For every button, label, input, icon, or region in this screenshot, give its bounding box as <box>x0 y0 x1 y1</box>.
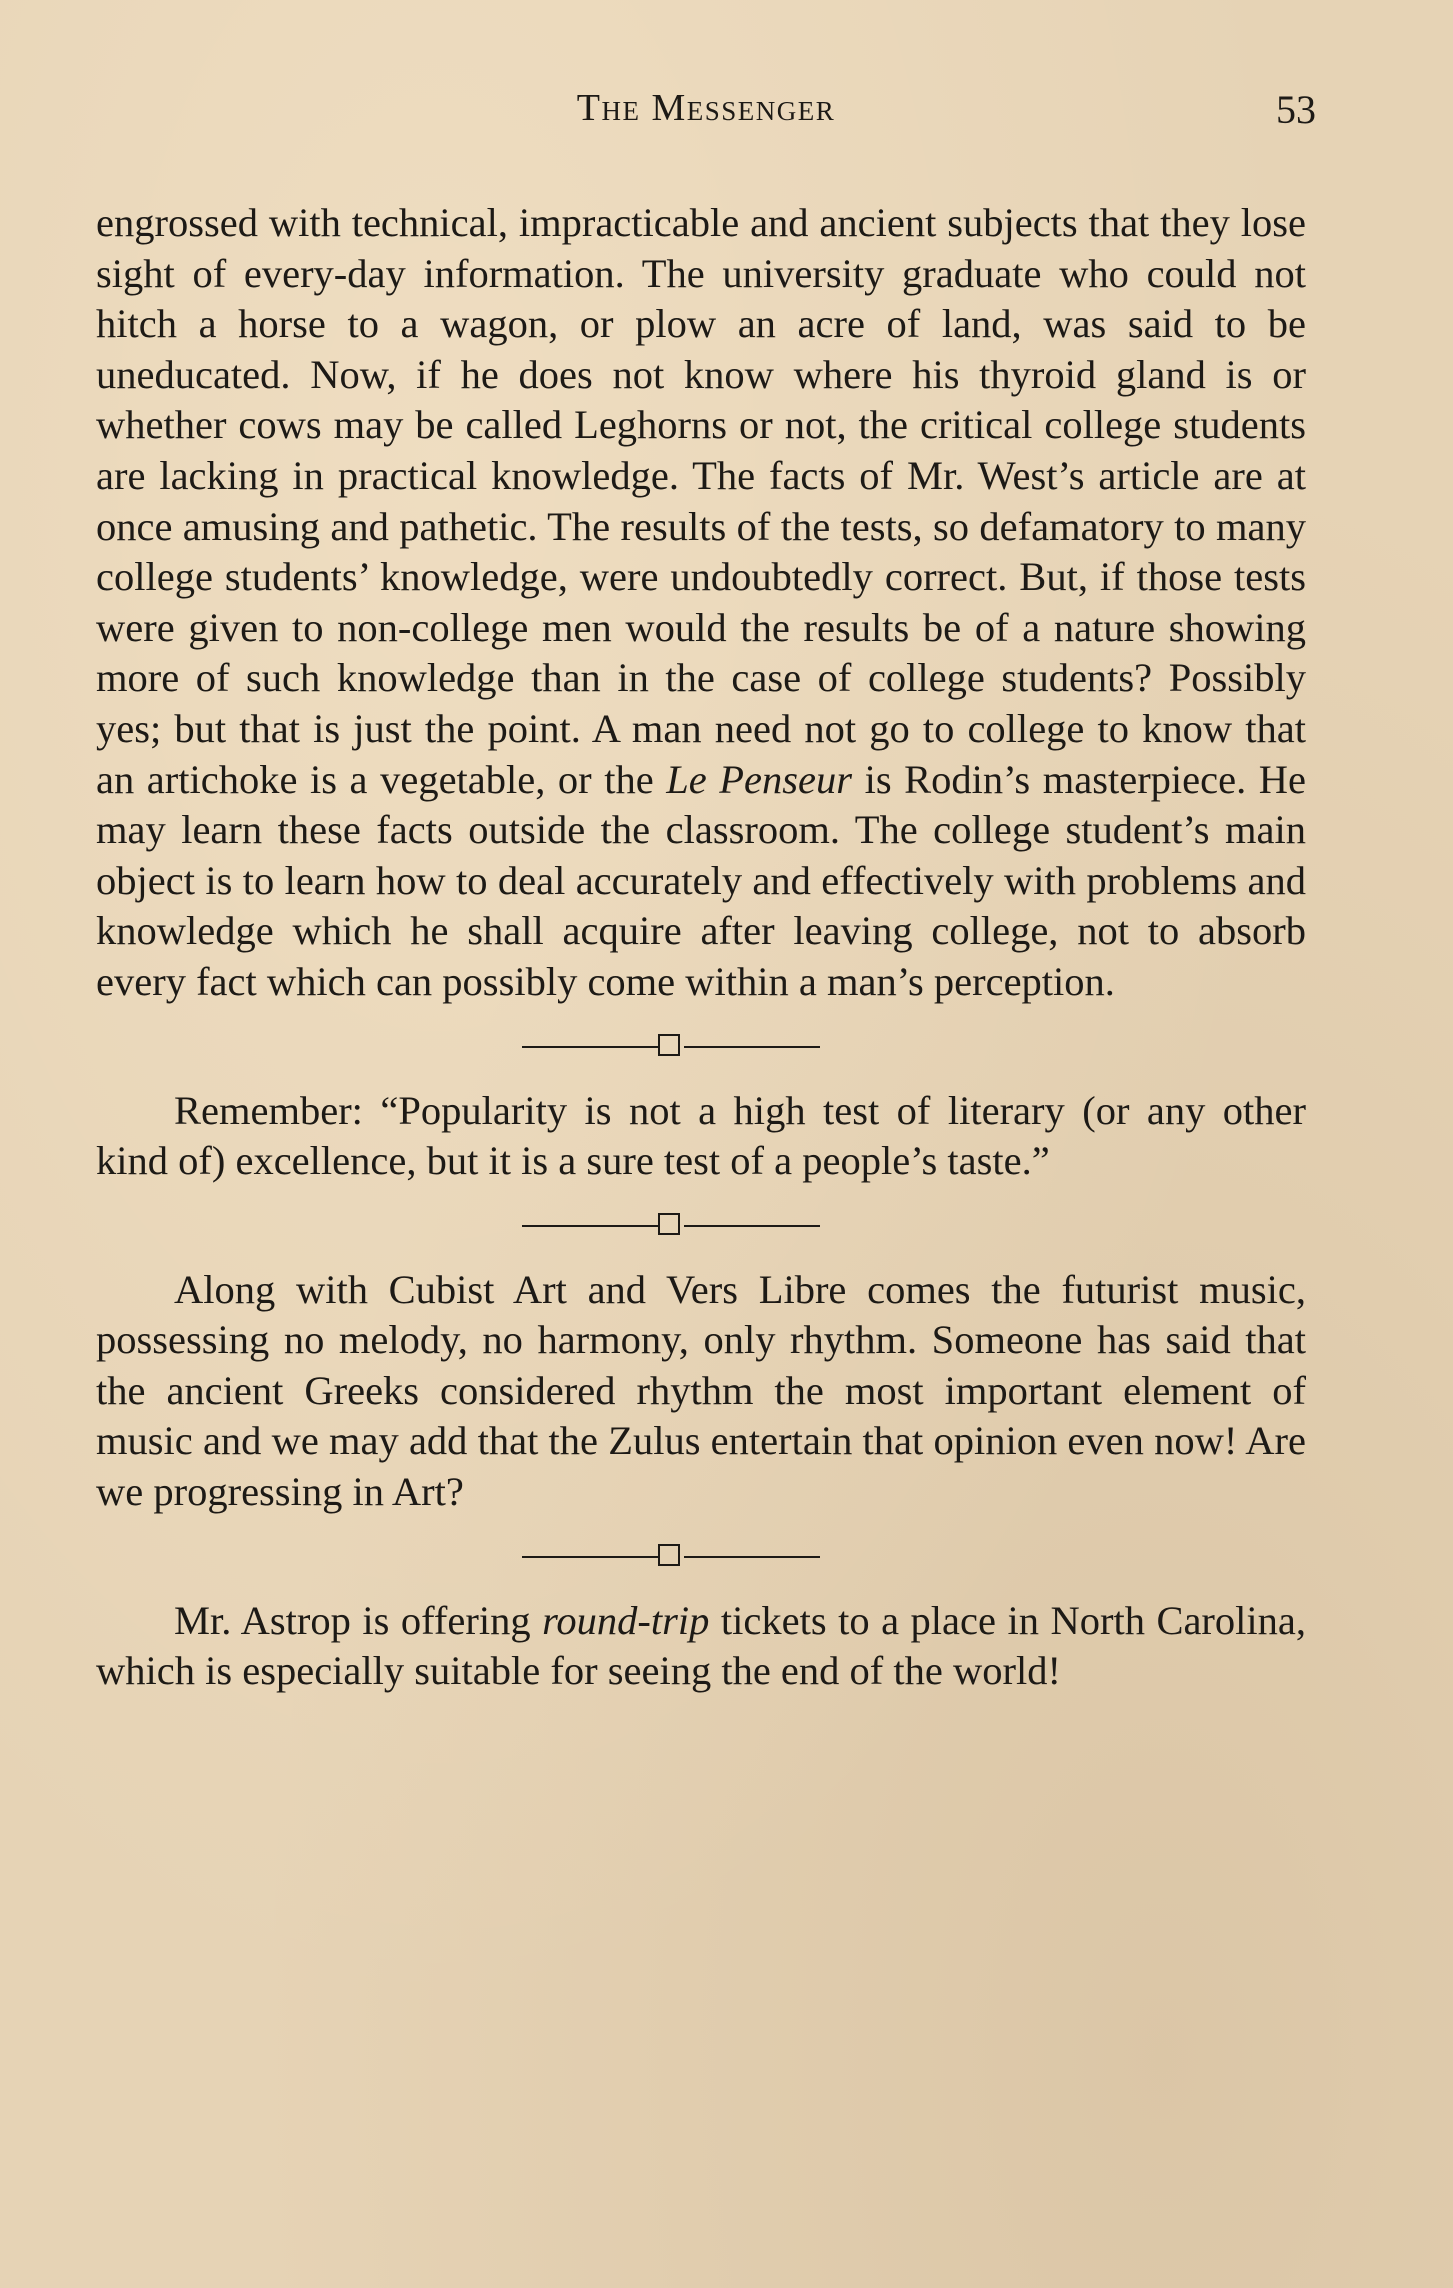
divider-rule <box>684 1046 820 1048</box>
article-body <box>96 198 1306 1697</box>
section-divider-1 <box>96 1008 1306 1086</box>
italic-phrase: round-trip <box>542 1597 710 1643</box>
paragraph-futurist-music: Along with Cubist Art and Vers Libre comes the futurist music, possessing no melody, no harmony, only rhythm. Someone has said that the ancient Greeks considered rhythm the most important element of music and we may add that the Zulus entertain that opinion even now! Are we progressing in Art? <box>96 1266 1306 1515</box>
section-divider-3 <box>96 1518 1306 1596</box>
square-ornament-icon <box>658 1213 680 1235</box>
running-header <box>96 86 1316 146</box>
divider-rule <box>684 1556 820 1558</box>
divider-rule <box>522 1556 658 1558</box>
square-ornament-icon <box>658 1034 680 1056</box>
divider-rule <box>522 1046 658 1048</box>
section-divider-2 <box>96 1187 1306 1265</box>
paragraph-text: Mr. Astrop is offering <box>174 1597 531 1643</box>
journal-title: The Messenger <box>576 87 836 129</box>
paragraph-text: engrossed with technical, impracticable and ancient subjects that they lose sight of every-day information. The university graduate who could not hitch a horse to a wagon, or plow an acre of land, was said to be uneducated. Now, if he does not know where his thyroid gland is or whether cows may be called Leghorns or not, the critical college students are lacking in practical knowledge. The facts of Mr. West’s article are at once amusing and pathetic. The results of the tests, so defamatory to many college students’ knowledge, were undoubtedly correct. But, if those tests were given to non-college men would the results be of a nature showing more of such knowledge than in the case of college students? Possibly yes; but that is just the point. A man need not go to college to know that an artichoke is a vegetable, or the <box>96 200 1306 802</box>
divider-rule <box>522 1225 658 1227</box>
paragraph-education <box>96 198 1306 1008</box>
italic-title: Le Penseur <box>666 756 853 802</box>
paragraph-astrop <box>96 1596 1306 1697</box>
paragraph-text: is Rodin’s masterpiece. He may learn these facts outside the classroom. The college student’s main object is to learn how to deal accurately and effectively with problems and knowledge which he shall acquire after leaving college, not to absorb every fact which can possibly come within a man’s perception. <box>96 756 1307 1004</box>
page-number: 53 <box>1276 87 1316 132</box>
square-ornament-icon <box>658 1544 680 1566</box>
paragraph-remember: Remember: “Popularity is not a high test of literary (or any other kind of) excellence, but it is a sure test of a people’s taste.” <box>96 1087 1306 1184</box>
paragraph-text: tickets to a place in North Carolina, which is especially suitable for seeing the end of the world! <box>96 1597 1307 1694</box>
divider-rule <box>684 1225 820 1227</box>
